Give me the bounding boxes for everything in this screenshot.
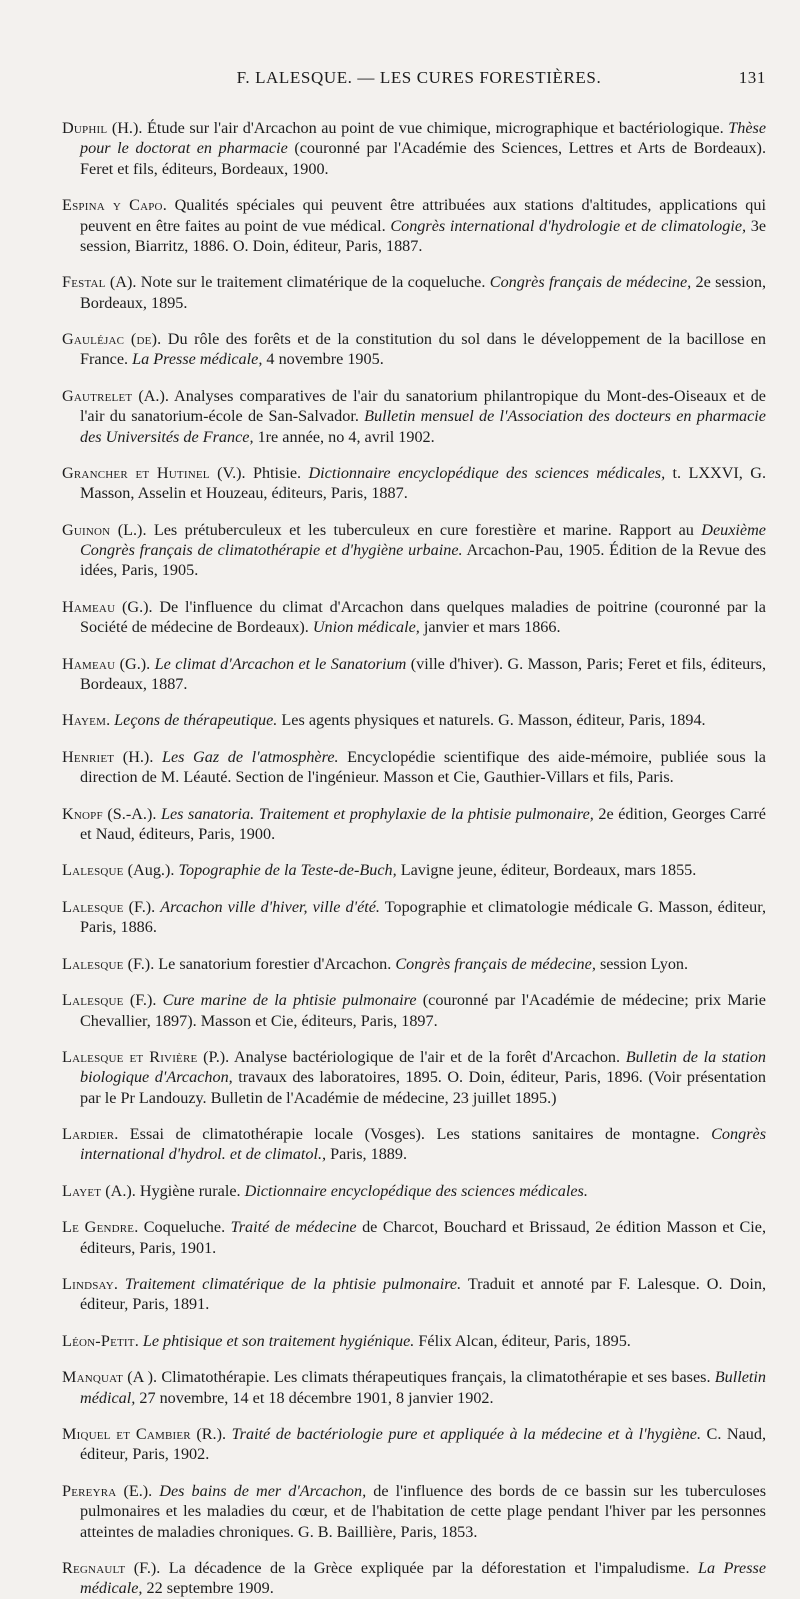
entry-details: Encyclopédie scientifique des aide-mémoire, publiée sous la direction de M. Léauté. Section de l'ingénieur. Masson et Cie, Gauthier-Villars et fils, Paris. <box>80 747 766 787</box>
entry-text: (E.). <box>116 1481 160 1500</box>
entry-text: (G.). De l'influence du climat d'Arcachon dans quelques maladies de poitrine (couronné par la Société de médecine de Bordeaux). <box>80 597 766 637</box>
entry-author: Layet <box>62 1181 102 1200</box>
bibliography-entry <box>62 654 766 695</box>
entry-author: Manquat <box>62 1368 124 1387</box>
entry-text: (S.-A.). <box>102 804 161 823</box>
entry-work-title: Le climat d'Arcachon et le Sanatorium <box>154 654 407 673</box>
entry-author: Espina y Capo <box>62 196 163 215</box>
entry-details: t. LXXVI, G. Masson, Asselin et Houzeau, éditeurs, Paris, 1887. <box>80 463 766 503</box>
entry-details: 2e édition, Georges Carré et Naud, éditeurs, Paris, 1900. <box>80 804 766 843</box>
entry-work-title: Deuxième Congrès français de climatothérapie et d'hygiène urbaine. <box>80 520 766 560</box>
entry-work-title: Thèse pour le doctorat en pharmacie <box>80 119 766 158</box>
bibliography-entry <box>62 954 766 974</box>
entry-work-title: Les Gaz de l'atmosphère. <box>161 747 339 766</box>
entry-author: Léon-Petit <box>62 1331 135 1350</box>
running-header <box>62 68 766 102</box>
entry-author: Lindsay <box>62 1275 114 1294</box>
entry-details: Topographie et climatologie médicale G. Masson, éditeur, Paris, 1886. <box>80 897 766 937</box>
bibliography-entry <box>62 329 766 370</box>
running-title: F. LALESQUE. — LES CURES FORESTIÈRES. <box>236 68 602 87</box>
entry-work-title: La Presse médicale, <box>80 1559 767 1598</box>
entry-details: C. Naud, éditeur, Paris, 1902. <box>80 1425 767 1464</box>
entry-author: Knopf <box>62 804 103 823</box>
entry-author: Miquel et Cambier <box>62 1425 191 1444</box>
bibliography-entry <box>62 118 766 179</box>
entry-text: . Qualités spéciales qui peuvent être attribuées aux stations d'altitudes, applications qui peuvent en être faites au point de vue médical. <box>80 196 766 235</box>
bibliography-entry <box>62 860 766 880</box>
bibliography-entry <box>62 1124 766 1165</box>
bibliography-entry <box>62 1217 766 1258</box>
entry-details: janvier et mars 1866. <box>419 618 561 637</box>
entry-work-title: Traitement climatérique de la phtisie pulmonaire. <box>124 1275 462 1294</box>
bibliography-entry <box>62 710 766 730</box>
bibliography-entry <box>62 1331 766 1351</box>
entry-details: de l'influence des bords de ce bassin sur les tuberculoses pulmonaires et les maladies du cœur, et de l'habitation de cette plage pendant l'hiver par les personnes atteintes de maladies chroniques. G. B. Baillière, Paris, 1853. <box>80 1481 767 1541</box>
entry-work-title: Les sanatoria. Traitement et prophylaxie de la phtisie pulmonaire, <box>160 804 594 823</box>
entry-work-title: Le phtisique et son traitement hygiénique. <box>142 1331 415 1350</box>
entry-text: (H.). Étude sur l'air d'Arcachon au point de vue chimique, micrographique et bactériologique. <box>107 119 729 138</box>
entry-details: Les agents physiques et naturels. G. Masson, éditeur, Paris, 1894. <box>277 711 706 730</box>
entry-author: Lalesque <box>62 897 124 916</box>
entry-text: (R.). <box>190 1425 232 1444</box>
entry-text: (Aug.). <box>123 861 179 880</box>
page-number: 131 <box>738 68 766 87</box>
entry-author: Lalesque et Rivière <box>62 1047 198 1066</box>
entry-text: (F.). Le sanatorium forestier d'Arcachon. <box>123 954 396 973</box>
entry-details: 4 novembre 1905. <box>262 350 384 369</box>
entry-work-title: Bulletin médical, <box>80 1368 766 1407</box>
entry-author: Duphil <box>62 119 108 138</box>
entry-details: 2e session, Bordeaux, 1895. <box>80 273 766 312</box>
entry-text: (F.). <box>123 991 163 1010</box>
bibliography-entry <box>62 1181 766 1201</box>
entry-author: Lalesque <box>62 991 124 1010</box>
entry-text: . Essai de climatothérapie locale (Vosges). Les stations sanitaires de montagne. <box>114 1125 712 1144</box>
entry-work-title: Congrès international d'hydrologie et de climatologie, <box>390 216 747 235</box>
entry-text: (H.). <box>114 747 162 766</box>
entry-details: Arcachon-Pau, 1905. Édition de la Revue des idées, Paris, 1905. <box>80 541 766 580</box>
entry-work-title: Dictionnaire encyclopédique des sciences médicales, <box>308 463 666 482</box>
entry-work-title: Congrès international d'hydrol. et de climatol., <box>80 1125 766 1164</box>
bibliography-entry <box>62 520 766 581</box>
bibliography-list <box>62 118 766 1598</box>
bibliography-entry <box>62 195 766 256</box>
entry-work-title: Traité de médecine <box>230 1218 357 1237</box>
entry-work-title: Dictionnaire encyclopédique des sciences médicales. <box>244 1181 588 1200</box>
entry-author: Festal <box>62 273 106 292</box>
entry-author: Regnault <box>62 1559 126 1578</box>
bibliography-entry <box>62 1424 766 1465</box>
entry-details: (ville d'hiver). G. Masson, Paris; Feret et fils, éditeurs, Bordeaux, 1887. <box>80 654 767 693</box>
entry-work-title: Arcachon ville d'hiver, ville d'été. <box>160 897 380 916</box>
bibliography-entry <box>62 1274 766 1315</box>
bibliography-entry <box>62 1481 766 1542</box>
entry-text: . <box>113 1275 125 1294</box>
entry-text: (F.). <box>123 897 161 916</box>
entry-details: (couronné par l'Académie de médecine; prix Marie Chevallier, 1897). Masson et Cie, éditeurs, Paris, 1897. <box>80 991 766 1030</box>
entry-work-title: Congrès français de médecine, <box>489 273 692 292</box>
entry-text: (G.). <box>115 654 155 673</box>
entry-author: Gautrelet <box>62 386 133 405</box>
entry-author: Henriet <box>62 747 115 766</box>
entry-details: 22 septembre 1909. <box>142 1579 274 1598</box>
entry-details: (couronné par l'Académie des Sciences, Lettres et Arts de Bordeaux). Feret et fils, éditeurs, Bordeaux, 1900. <box>80 139 766 178</box>
entry-text: . <box>106 711 115 730</box>
bibliography-entry <box>62 804 766 845</box>
entry-details: session Lyon. <box>595 954 689 973</box>
entry-author: Gauléjac (de) <box>62 330 158 349</box>
entry-text: (L.). Les prétuberculeux et les tuberculeux en cure forestière et marine. Rapport au <box>110 520 702 539</box>
bibliography-entry <box>62 1558 766 1599</box>
entry-details: Paris, 1889. <box>326 1145 408 1164</box>
entry-author: Grancher et Hutinel <box>62 463 210 482</box>
entry-details: 3e session, Biarritz, 1886. O. Doin, éditeur, Paris, 1887. <box>80 216 767 255</box>
entry-details: Traduit et annoté par F. Lalesque. O. Doin, éditeur, Paris, 1891. <box>80 1275 766 1314</box>
entry-author: Guinon <box>62 520 111 539</box>
entry-text: (V.). Phtisie. <box>209 463 309 482</box>
entry-details: de Charcot, Bouchard et Brissaud, 2e édition Masson et Cie, éditeurs, Paris, 1901. <box>80 1218 766 1257</box>
bibliography-entry <box>62 597 766 638</box>
entry-text: . <box>134 1331 143 1350</box>
entry-work-title: Topographie de la Teste-de-Buch, <box>178 861 397 880</box>
entry-text: (A.). Hygiène rurale. <box>101 1181 245 1200</box>
entry-author: Hameau <box>62 597 116 616</box>
entry-author: Le Gendre <box>62 1218 135 1237</box>
entry-author: Lalesque <box>62 954 124 973</box>
entry-author: Pereyra <box>62 1481 117 1500</box>
entry-text: . Coqueluche. <box>134 1218 231 1237</box>
entry-details: travaux des laboratoires, 1895. O. Doin, éditeur, Paris, 1896. (Voir présentation par le Pr Landouzy. Bulletin de l'Académie de médecine, 23 juillet 1895.) <box>80 1068 766 1107</box>
entry-text: (P.). Analyse bactériologique de l'air et de la forêt d'Arcachon. <box>197 1047 626 1066</box>
entry-work-title: Traité de bactériologie pure et appliquée à la médecine et à l'hygiène. <box>231 1425 702 1444</box>
bibliography-entry <box>62 990 766 1031</box>
bibliography-entry <box>62 747 766 788</box>
entry-author: Lardier <box>62 1125 115 1144</box>
bibliography-entry <box>62 897 766 938</box>
bibliography-entry <box>62 463 766 504</box>
entry-text: (A ). Climatothérapie. Les climats thérapeutiques français, la climatothérapie et ses bases. <box>123 1368 715 1387</box>
entry-author: Hayem <box>62 711 107 730</box>
bibliography-entry <box>62 272 766 313</box>
entry-details: Lavigne jeune, éditeur, Bordeaux, mars 1855. <box>396 861 697 880</box>
entry-text: (F.). La décadence de la Grèce expliquée par la déforestation et l'impaludisme. <box>125 1559 698 1578</box>
entry-text: . Du rôle des forêts et de la constitution du sol dans le développement de la bacillose en France. <box>80 330 767 369</box>
entry-details: 27 novembre, 14 et 18 décembre 1901, 8 janvier 1902. <box>135 1388 494 1407</box>
entry-work-title: La Presse médicale, <box>132 350 263 369</box>
entry-work-title: Congrès français de médecine, <box>395 954 596 973</box>
entry-details: 1re année, no 4, avril 1902. <box>253 427 435 446</box>
entry-work-title: Bulletin mensuel de l'Association des docteurs en pharmacie des Universités de France, <box>80 407 766 446</box>
entry-work-title: Cure marine de la phtisie pulmonaire <box>162 991 417 1010</box>
bibliography-entry <box>62 1047 766 1108</box>
entry-work-title: Bulletin de la station biologique d'Arcachon, <box>80 1047 766 1087</box>
entry-author: Lalesque <box>62 861 124 880</box>
entry-details: Félix Alcan, éditeur, Paris, 1895. <box>414 1331 631 1350</box>
entry-author: Hameau <box>62 654 116 673</box>
entry-work-title: Des bains de mer d'Arcachon, <box>159 1481 367 1500</box>
entry-text: (A). Note sur le traitement climatérique de la coqueluche. <box>105 273 490 292</box>
bibliography-entry <box>62 1367 766 1408</box>
entry-text: (A.). Analyses comparatives de l'air du sanatorium philantropique du Mont-des-Oiseaux et de l'air du sanatorium-école de San-Salvador. <box>80 386 766 426</box>
bibliography-entry <box>62 386 766 447</box>
entry-work-title: Union médicale, <box>312 618 420 637</box>
entry-work-title: Leçons de thérapeutique. <box>114 711 278 730</box>
